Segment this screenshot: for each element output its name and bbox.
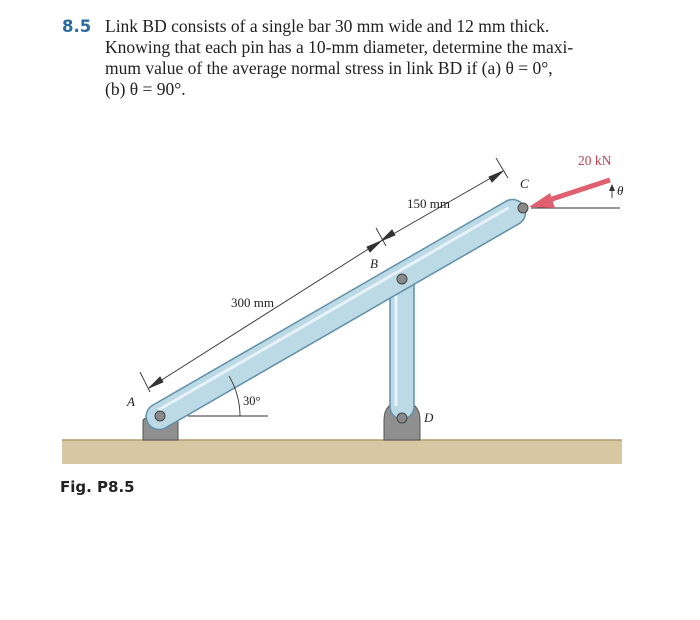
- force-arrow-head: [529, 193, 555, 208]
- force-arrow-shaft: [546, 180, 610, 201]
- theta-arrow: [609, 184, 615, 191]
- pin-c: [518, 203, 528, 213]
- pin-d: [397, 413, 407, 423]
- problem-number: 8.5: [62, 17, 92, 36]
- point-b-label: B: [370, 256, 378, 271]
- problem-line-1: Link BD consists of a single bar 30 mm wide and 12 mm thick.: [105, 16, 550, 36]
- bar-ac: [141, 195, 530, 435]
- problem-line-3: mum value of the average normal stress in link BD if (a) θ = 0°,: [105, 58, 553, 78]
- ground: [62, 440, 622, 464]
- point-c-label: C: [520, 176, 529, 191]
- force-label: 20 kN: [578, 153, 612, 168]
- pin-b: [397, 274, 407, 284]
- figure-caption: Fig. P8.5: [60, 478, 135, 496]
- dimension-150-label: 150 mm: [407, 196, 450, 211]
- problem-line-2: Knowing that each pin has a 10-mm diameter, determine the maxi-: [105, 37, 574, 57]
- point-d-label: D: [424, 410, 434, 425]
- angle-label: 30°: [243, 394, 261, 408]
- problem-line-4: (b) θ = 90°.: [105, 79, 186, 99]
- theta-label: θ: [617, 183, 624, 198]
- point-a-label: A: [127, 394, 135, 409]
- pin-a: [155, 411, 165, 421]
- dimension-300-label: 300 mm: [231, 295, 274, 310]
